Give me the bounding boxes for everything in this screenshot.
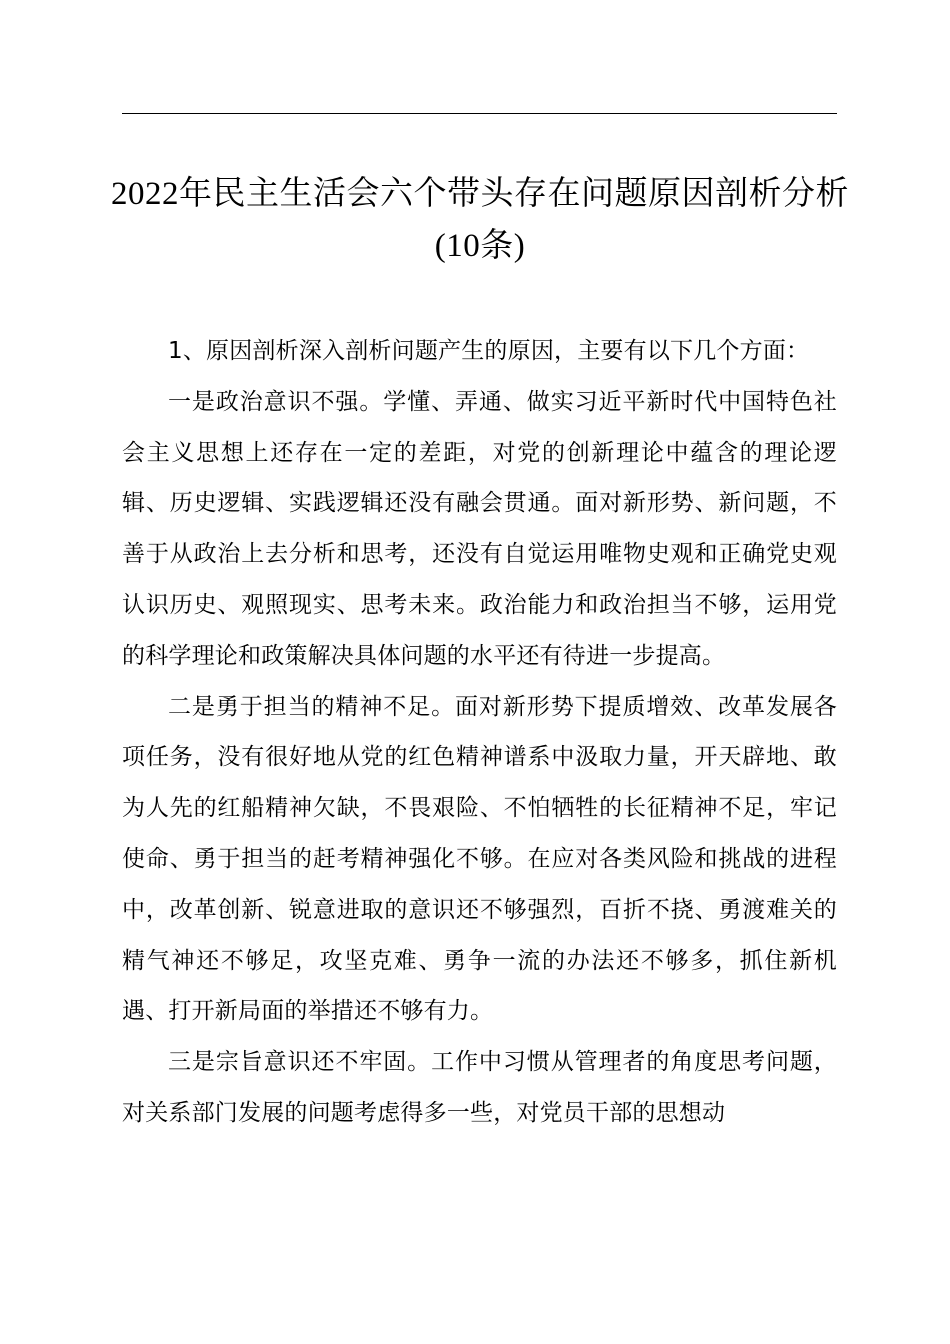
document-body	[122, 326, 837, 1139]
paragraph-purpose-awareness: 三是宗旨意识还不牢固。工作中习惯从管理者的角度思考问题，对关系部门发展的问题考虑得多一些，对党员干部的思想动	[122, 1049, 837, 1126]
header-rule	[122, 113, 837, 114]
paragraph-responsibility-spirit: 二是勇于担当的精神不足。面对新形势下提质增效、改革发展各项任务，没有很好地从党的红色精神谱系中汲取力量，开天辟地、敢为人先的红船精神欠缺，不畏艰险、不怕牺牲的长征精神不足，牢记使命、勇于担当的赶考精神强化不够。在应对各类风险和挑战的进程中，改革创新、锐意进取的意识还不够强烈，百折不挠、勇渡难关的精气神还不够足，攻坚克难、勇争一流的办法还不够多，抓住新机遇、打开新局面的举措还不够有力。	[122, 693, 837, 1025]
paragraph-political-awareness: 一是政治意识不强。学懂、弄通、做实习近平新时代中国特色社会主义思想上还存在一定的差距，对党的创新理论中蕴含的理论逻辑、历史逻辑、实践逻辑还没有融会贯通。面对新形势、新问题，不善于从政治上去分析和思考，还没有自觉运用唯物史观和正确党史观认识历史、观照现实、思考未来。政治能力和政治担当不够，运用党的科学理论和政策解决具体问题的水平还有待进一步提高。	[122, 388, 837, 669]
paragraph-intro: 1、原因剖析深入剖析问题产生的原因，主要有以下几个方面：	[168, 338, 810, 364]
document-title: 2022年民主生活会六个带头存在问题原因剖析分析(10条)	[111, 176, 849, 264]
